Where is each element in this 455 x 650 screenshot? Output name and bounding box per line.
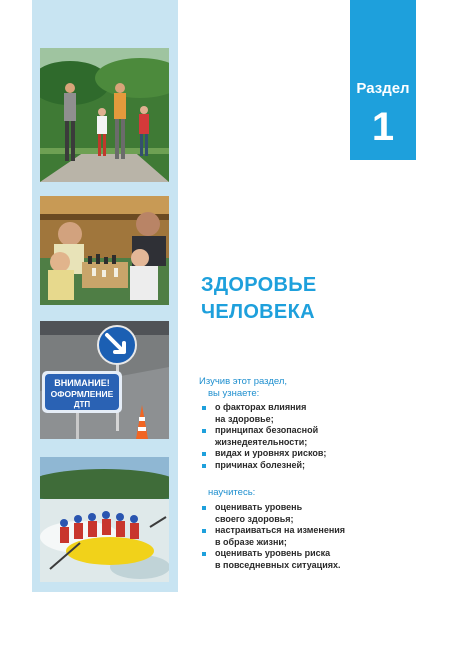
list-item-text: оценивать уровень риска в повседневных ситуациях. [215,548,341,570]
list-item [201,425,326,448]
list-item-text: принципах безопасной жизнедеятельности; [215,425,319,447]
list-item-text: видах и уровнях рисков; [215,448,327,459]
sign-text-line: ОФОРМЛЕНИЕ [50,389,114,399]
bullet-marker [202,429,206,433]
bullet-marker [202,452,206,456]
section-number: 1 [371,105,395,149]
bullet-marker [202,464,206,468]
road-accident-sign-photo [40,321,169,439]
sign-text-line: ВНИМАНИЕ! [54,378,110,388]
chess-players-photo [40,196,169,305]
rafting-photo [40,457,169,582]
bullet-marker [202,529,206,533]
title-line: ЗДОРОВЬЕ [201,274,317,296]
skills-list [201,502,345,572]
list-item [201,448,326,460]
bullet-marker [202,552,206,556]
section-tab [350,0,416,160]
list-item-text: причинах болезней; [215,459,306,470]
skills-intro [199,487,255,499]
list-item-text: оценивать уровень своего здоровья; [215,502,303,524]
learn-list [201,402,326,472]
page-title [201,272,317,326]
list-item [201,548,345,571]
section-label: Раздел [356,80,410,97]
bullet-marker [202,406,206,410]
learn-intro-line: вы узнаете: [208,388,260,399]
sign-text-line: ДТП [73,400,91,409]
family-jogging-photo [40,48,169,182]
list-item-text: о факторах влияния на здоровье; [215,402,307,424]
bullet-marker [202,506,206,510]
list-item [201,525,345,548]
list-item [201,502,345,525]
list-item [201,402,326,425]
learn-intro-line: Изучив этот раздел, [199,376,288,387]
list-item [201,460,326,472]
list-item-text: настраиваться на изменения в образе жизни; [215,525,346,547]
skills-intro-line: научитесь: [208,487,256,498]
learn-intro [199,376,287,400]
title-line: ЧЕЛОВЕКА [201,301,315,323]
